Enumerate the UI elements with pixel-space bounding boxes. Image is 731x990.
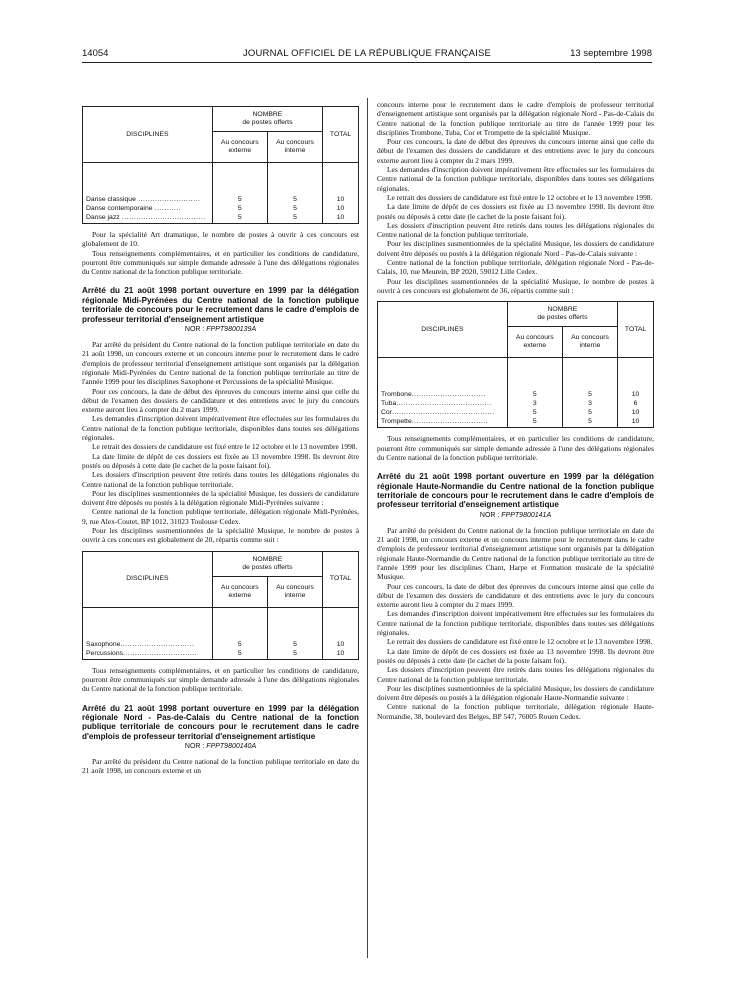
paragraph: Les dossiers d'inscription peuvent être retirés dans toutes les délégations régionales du Centre national de la fonction publique territoriale. (377, 220, 654, 240)
paragraph: Le retrait des dossiers de candidature est fixé entre le 12 octobre et le 13 novembre 1998. (387, 192, 653, 202)
th-nombre: NOMBRE de postes offerts (212, 107, 322, 132)
nor-reference: NOR : FPPT9800141A (479, 511, 552, 519)
table-row: Tuba........................................ 3 3 6 (378, 399, 654, 408)
paragraph: Les demandes d'inscription doivent impérativement être effectuées sur les formulaires du Centre national de la fonction publique territoriale, disponibles dans toutes ses délégations régionales. (377, 165, 654, 193)
table-danse (82, 106, 359, 224)
table-row: Saxophone............................... 5 5 10 (83, 607, 359, 649)
paragraph: Tous renseignements complémentaires, et en particulier les conditions de candidature, pourront être communiqués sur simple demande adressée à l'une des délégations régionales du Centre national de la fonction publique territoriale. (82, 248, 359, 277)
column-divider (367, 98, 368, 958)
table-row: Trombone............................... 5 5 10 (378, 358, 654, 400)
nor-reference: NOR : FPPT9800140A (184, 743, 257, 751)
paragraph: Par arrêté du président du Centre national de la fonction publique territoriale en date du 21 août 1998, un concours externe et un concours interne pour le recrutement dans le cadre d'emplois de professeur territorial d'enseignement artistique sont organisés par la délégation régionale Midi-Pyrénées du Centre national de la fonction publique territoriale au titre de l'année 1999 pour les disciplines Saxophone et Percussions de la spécialité Musique. (82, 340, 359, 387)
table-row: Danse classique .......................... 5 5 10 (83, 163, 359, 205)
paragraph: Pour les disciplines susmentionnées de la spécialité Musique, les dossiers de candidature doivent être déposés ou postés à la délégation régionale Midi-Pyrénées suivante : (82, 488, 359, 508)
th-interne: Au concours interne (267, 132, 322, 163)
journal-title: JOURNAL OFFICIEL DE LA RÉPUBLIQUE FRANÇAISE (242, 48, 492, 59)
paragraph: Les demandes d'inscription doivent impérativement être effectuées sur les formulaires du Centre national de la fonction publique territoriale, disponibles dans toutes ses délégations régionales. (377, 609, 654, 638)
paragraph: Pour ces concours, la date de début des épreuves du concours interne ainsi que celle du début de l'examen des dossiers de candidature et des entretiens avec le jury du concours externe auront lieu à compter du 2 mars 1999. (377, 137, 654, 165)
th-total: TOTAL (618, 302, 654, 358)
table-row: Percussions............................... 5 5 10 (83, 649, 359, 660)
page-header (82, 48, 652, 63)
paragraph: Pour les disciplines susmentionnées de la spécialité Musique, les dossiers de candidature doivent être déposés ou postés à la délégation régionale Nord - Pas-de-Calais suivante : (377, 239, 654, 258)
paragraph: Par arrêté du président du Centre national de la fonction publique territoriale en date du 21 août 1998, un concours externe et un concours interne pour le recrutement dans le cadre d'emplois de professeur territorial d'enseignement artistique sont organisés par la délégation régionale Haute-Normandie du Centre national de la fonction publique territoriale au titre de l'année 1999 pour les disciplines Chant, Harpe et Formation musicale de la spécialité Musique. (377, 525, 654, 582)
th-interne: Au concours interne (267, 576, 322, 607)
th-total: TOTAL (323, 551, 359, 607)
paragraph: Centre national de la fonction publique territoriale, délégation régionale Midi-Pyrénées, 9, rue Alex-Coutet, BP 1012, 31023 Toulouse Cedex. (82, 507, 359, 526)
arrete-title: Arrêté du 21 août 1998 portant ouverture en 1999 par la délégation régionale Nord - Pas-de-Calais du Centre national de la fonction publique territoriale de concours pour le recrutement dans le cadre d'emplois de professeur territorial d'enseignement artistique (82, 703, 359, 741)
th-disciplines: DISCIPLINES (83, 107, 213, 163)
page-number: 14054 (82, 48, 109, 59)
left-column (82, 100, 359, 776)
paragraph: Centre national de la fonction publique territoriale, délégation régionale Haute-Normandie, 38, boulevard des Belges, BP 547, 76005 Rouen Cedex. (377, 702, 654, 721)
table-musique-nord-pas-de-calais (377, 301, 654, 428)
paragraph: Tous renseignements complémentaires, et en particulier les conditions de candidature, pourront être communiqués sur simple demande adressée à l'une des délégations régionales du Centre national de la fonction publique territoriale. (377, 434, 654, 462)
paragraph: La date limite de dépôt de ces dossiers est fixée au 13 novembre 1998. Ils devront être postés ou déposés à cette date (le cachet de la poste faisant foi). (377, 646, 654, 665)
th-nombre: NOMBRE de postes offerts (212, 551, 322, 576)
right-column (377, 100, 654, 721)
paragraph: Pour la spécialité Art dramatique, le nombre de postes à ouvrir à ces concours est globalement de 10. (82, 230, 359, 249)
paragraph: Pour ces concours, la date de début des épreuves du concours interne ainsi que celle du début de l'examen des dossiers de candidature et des entretiens avec le jury du concours externe auront lieu à compter du 2 mars 1999. (377, 581, 654, 610)
table-row: Danse contemporaine ........... 5 5 10 (83, 204, 359, 213)
paragraph: Les dossiers d'inscription peuvent être retirés dans toutes les délégations régionales du Centre national de la fonction publique territoriale. (82, 470, 359, 489)
th-externe: Au concours externe (212, 132, 267, 163)
paragraph: Le retrait des dossiers de candidature est fixé entre le 12 octobre et le 13 novembre 1998. (387, 637, 653, 647)
paragraph: concours interne pour le recrutement dans le cadre d'emplois de professeur territorial d'enseignement artistique sont organisés par la délégation régionale Nord - Pas-de-Calais du Centre national de la fonction publique territoriale au titre de l'année 1999 pour les disciplines Trombone, Tuba, Cor et Trompette de la spécialité Musique. (377, 100, 654, 137)
paragraph: Pour les disciplines susmentionnées de la spécialité Musique, les dossiers de candidature doivent être déposés ou postés à la délégation régionale Haute-Normandie suivante : (377, 683, 654, 703)
th-disciplines: DISCIPLINES (83, 551, 213, 607)
issue-date: 13 septembre 1998 (570, 48, 652, 59)
arrete-title: Arrêté du 21 août 1998 portant ouverture en 1999 par la délégation régionale Midi-Pyrénées du Centre national de la fonction publique territoriale de concours pour le recrutement dans le cadre d'emplois de professeur territorial d'enseignement artistique (82, 286, 359, 324)
arrete-title: Arrêté du 21 août 1998 portant ouverture en 1999 par la délégation régionale Haute-Normandie du Centre national de la fonction publique territoriale de concours pour le recrutement dans le cadre d'emplois de professeur territorial d'enseignement artistique (377, 472, 654, 510)
th-nombre: NOMBRE de postes offerts (507, 302, 617, 327)
paragraph: Par arrêté du président du Centre national de la fonction publique territoriale en date du 21 août 1998, un concours externe et un (82, 757, 359, 776)
th-externe: Au concours externe (507, 327, 562, 358)
paragraph: Le retrait des dossiers de candidature est fixé entre le 12 octobre et le 13 novembre 1998. (92, 442, 358, 452)
th-interne: Au concours interne (562, 327, 617, 358)
paragraph: Les demandes d'inscription doivent impérativement être effectuées sur les formulaires du Centre national de la fonction publique territoriale, disponibles dans toutes ses délégations régionales. (82, 414, 359, 443)
table-row: Danse jazz ................................... 5 5 10 (83, 213, 359, 224)
table-musique-midi-pyrenees (82, 551, 359, 660)
table-row: Cor........................................... 5 5 10 (378, 408, 654, 417)
paragraph: Tous renseignements complémentaires, et en particulier les conditions de candidature, pourront être communiqués sur simple demande adressée à l'une des délégations régionales du Centre national de la fonction publique territoriale. (82, 665, 359, 694)
th-total: TOTAL (323, 107, 359, 163)
paragraph: Les dossiers d'inscription peuvent être retirés dans toutes les délégations régionales du Centre national de la fonction publique territoriale. (377, 665, 654, 684)
paragraph: Pour les disciplines susmentionnées de la spécialité Musique, le nombre de postes à ouvrir à ces concours est globalement de 20, répartis comme suit : (82, 526, 359, 545)
table-row: Trompette................................ 5 5 10 (378, 417, 654, 428)
paragraph: La date limite de dépôt de ces dossiers est fixée au 13 novembre 1998. Ils devront être postés ou déposés à cette date (le cachet de la poste faisant foi). (82, 451, 359, 470)
paragraph: La date limite de dépôt de ces dossiers est fixée au 13 novembre 1998. Ils devront être postés ou déposés à cette date (le cachet de la poste faisant foi). (377, 202, 654, 221)
nor-reference: NOR : FPPT9800139A (184, 326, 257, 334)
paragraph: Pour ces concours, la date de début des épreuves du concours interne ainsi que celle du début de l'examen des dossiers de candidature et des entretiens avec le jury du concours externe auront lieu à compter du 2 mars 1999. (82, 386, 359, 415)
paragraph: Pour les disciplines susmentionnées de la spécialité Musique, le nombre de postes à ouvrir à ces concours est globalement de 36, répartis comme suit : (377, 276, 654, 295)
th-externe: Au concours externe (212, 576, 267, 607)
paragraph: Centre national de la fonction publique territoriale, délégation régionale Nord - Pas-de-Calais, 10, rue Meurein, BP 2020, 59012 Lille Cedex. (377, 258, 654, 277)
th-disciplines: DISCIPLINES (378, 302, 508, 358)
